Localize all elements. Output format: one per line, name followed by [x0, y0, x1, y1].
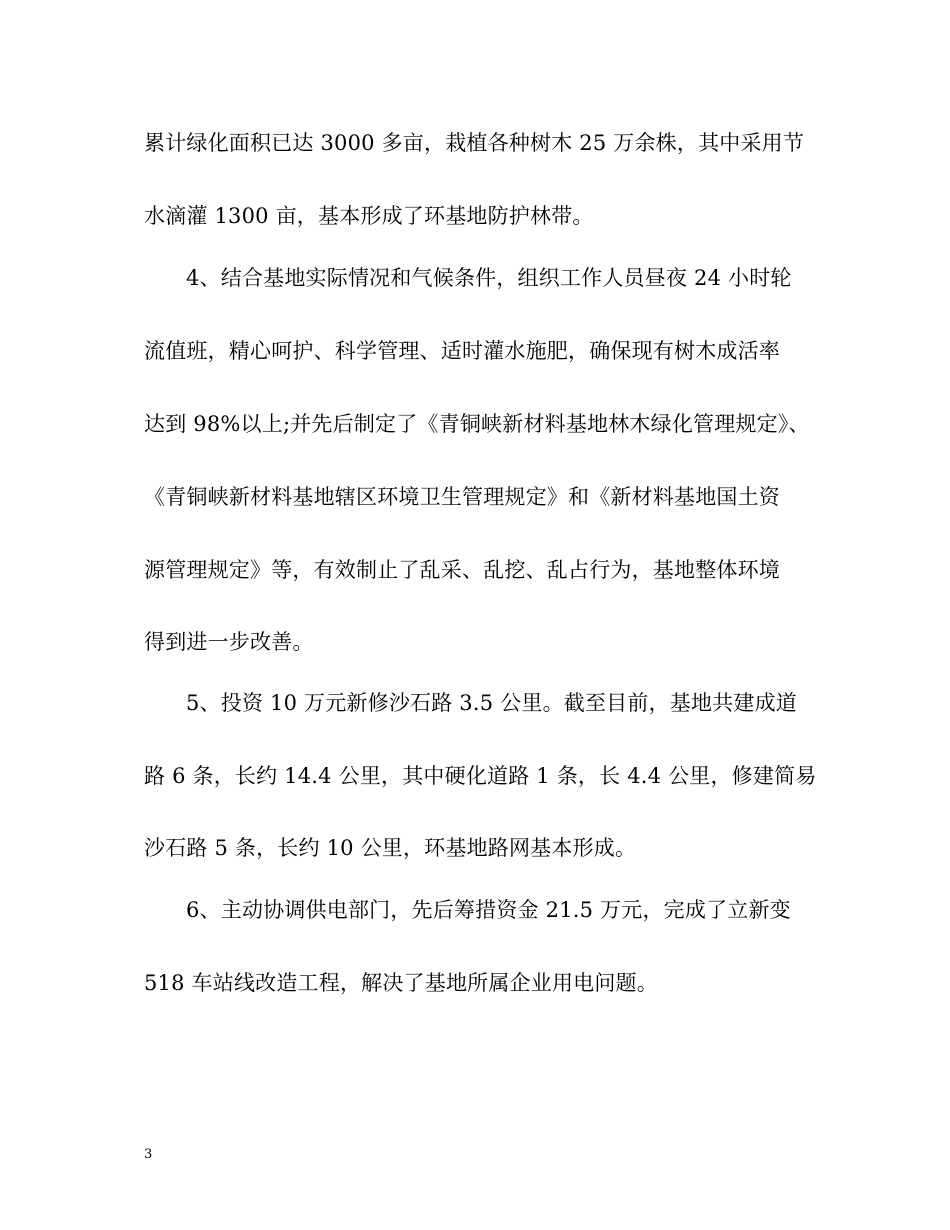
- paragraph-start-line: 5、投资 10 万元新修沙石路 3.5 公里。截至目前，基地共建成道: [186, 691, 797, 715]
- page-number: 3: [144, 1147, 153, 1162]
- text-line: 水滴灌 1300 亩，基本形成了环基地防护林带。: [144, 204, 594, 228]
- text-line: 沙石路 5 条，长约 10 公里，环基地路网基本形成。: [144, 836, 637, 860]
- text-line: 得到进一步改善。: [144, 630, 314, 654]
- text-line: 源管理规定》等，有效制止了乱采、乱挖、乱占行为，基地整体环境: [144, 558, 780, 582]
- text-line: 518 车站线改造工程，解决了基地所属企业用电问题。: [144, 971, 658, 995]
- text-line: 《青铜峡新材料基地辖区环境卫生管理规定》和《新材料基地国土资: [144, 485, 780, 509]
- text-line: 达到 98%以上;并先后制定了《青铜峡新材料基地林木绿化管理规定》、: [144, 412, 810, 436]
- paragraph-start-line: 4、结合基地实际情况和气候条件，组织工作人员昼夜 24 小时轮: [186, 266, 792, 290]
- paragraph-start-line: 6、主动协调供电部门，先后筹措资金 21.5 万元，完成了立新变: [186, 898, 791, 922]
- text-line: 路 6 条，长约 14.4 公里，其中硬化道路 1 条，长 4.4 公里，修建简易: [144, 764, 817, 788]
- text-line: 流值班，精心呵护、科学管理、适时灌水施肥，确保现有树木成活率: [144, 339, 780, 363]
- text-line: 累计绿化面积已达 3000 多亩，栽植各种树木 25 万余株，其中采用节: [144, 131, 805, 155]
